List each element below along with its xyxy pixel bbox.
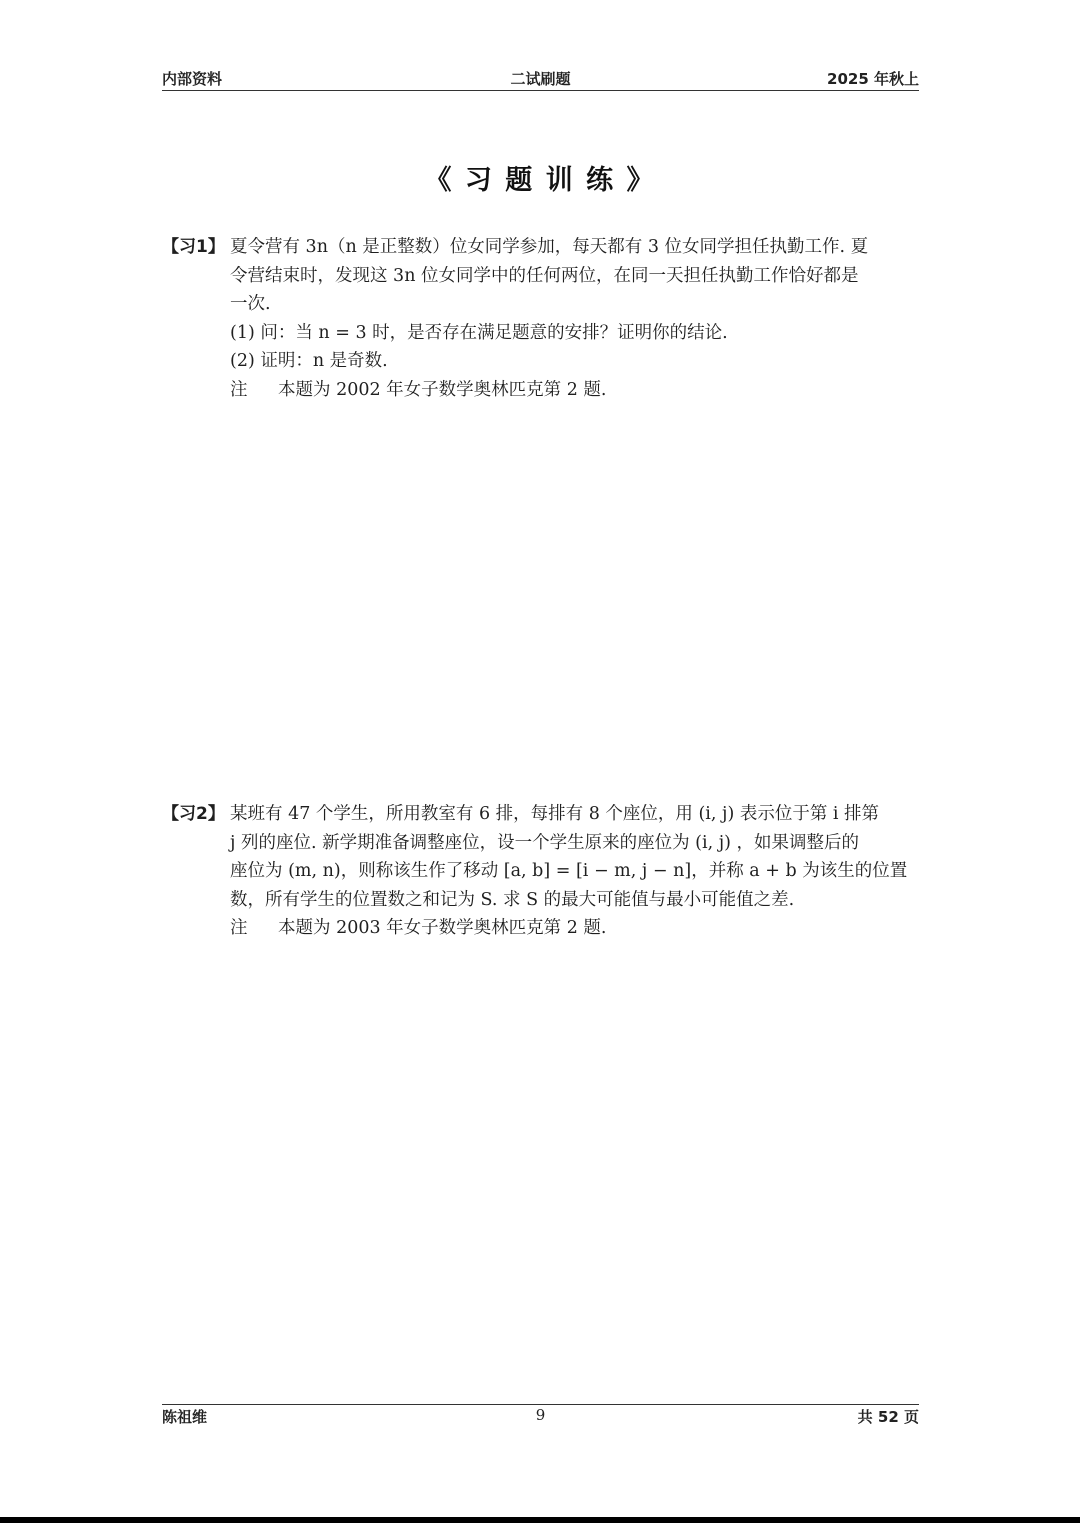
problem-1 — [162, 233, 919, 404]
problem-2-note-text: 本题为 2003 年女子数学奥林匹克第 2 题. — [278, 918, 607, 938]
problem-1-line-2: 令营结束时，发现这 3n 位女同学中的任何两位，在同一天担任执勤工作恰好都是 — [230, 265, 859, 286]
problem-1-line-3: 一次. — [230, 294, 271, 314]
problem-1-line-1: 夏令营有 3n（n 是正整数）位女同学参加，每天都有 3 位女同学担任执勤工作. 夏 — [230, 237, 869, 257]
problem-2-line-1: 某班有 47 个学生，所用教室有 6 排，每排有 8 个座位，用 (i, j) 表示位于第 i 排第 — [230, 804, 880, 824]
header-left-label: 内部资料 — [162, 70, 223, 88]
footer-page-number: 9 — [535, 1406, 546, 1424]
problem-2-body — [230, 800, 919, 943]
problem-1-body — [230, 233, 919, 404]
problem-2-note — [230, 914, 919, 943]
problem-1-subquestion-2: (2) 证明：n 是奇数. — [230, 351, 388, 371]
header-right-label: 2025 年秋上 — [827, 70, 919, 88]
page-header — [162, 66, 919, 90]
problem-2-note-mark: 注 — [230, 918, 248, 938]
footer-total-pages: 共 52 页 — [857, 1408, 919, 1426]
footer-author: 陈祖维 — [162, 1408, 208, 1426]
problem-2-tag: 【习2】 — [162, 804, 225, 824]
problem-2-line-4: 数，所有学生的位置数之和记为 S. 求 S 的最大可能值与最小可能值之差. — [230, 889, 795, 910]
page-title: 《 习 题 训 练 》 — [424, 165, 656, 196]
problem-1-subquestion-1: (1) 问：当 n = 3 时，是否存在满足题意的安排？证明你的结论. — [230, 322, 728, 343]
problem-1-note — [230, 376, 919, 405]
header-center-label: 二试刷题 — [510, 70, 571, 88]
page-footer — [162, 1406, 919, 1430]
problem-1-tag: 【习1】 — [162, 237, 225, 257]
problem-1-note-text: 本题为 2002 年女子数学奥林匹克第 2 题. — [278, 379, 607, 400]
footer-divider — [162, 1404, 919, 1405]
problem-2-line-2: j 列的座位. 新学期准备调整座位，设一个学生原来的座位为 (i, j) ，如果调整后的 — [230, 832, 860, 853]
bottom-edge-bar — [0, 1517, 1080, 1523]
problem-1-note-mark: 注 — [230, 379, 248, 400]
header-divider — [162, 90, 919, 91]
problem-2 — [162, 800, 919, 943]
problem-2-line-3: 座位为 (m, n)，则称该生作了移动 [a, b] = [i − m, j − n]，并称 a + b 为该生的位置 — [230, 861, 908, 881]
